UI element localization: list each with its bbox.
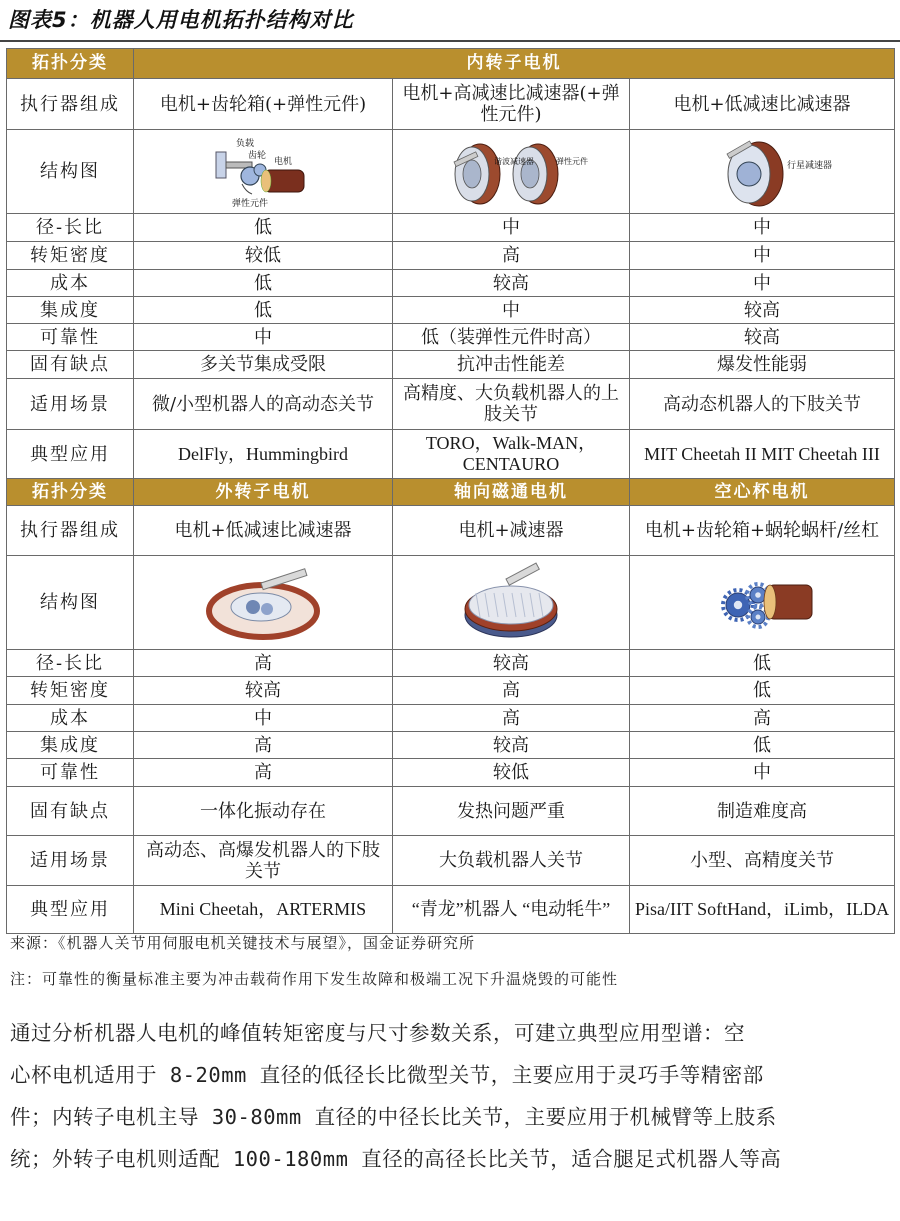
row-label: 结构图 — [7, 130, 134, 214]
row-label: 径-长比 — [7, 650, 134, 677]
row-label: 转矩密度 — [7, 242, 134, 270]
header-motor-type: 外转子电机 — [134, 479, 393, 506]
motor-topology-comparison-table — [6, 48, 895, 934]
table-cell: 电机+齿轮箱(+弹性元件) — [134, 79, 393, 130]
table-row — [7, 242, 895, 270]
row-label: 径-长比 — [7, 214, 134, 242]
table-row — [7, 130, 895, 214]
table-cell: Pisa/IIT SoftHand，iLimb，ILDA — [630, 886, 895, 934]
row-label: 典型应用 — [7, 886, 134, 934]
table-cell: 较高 — [630, 324, 895, 351]
table-row — [7, 836, 895, 886]
table-cell: 较低 — [134, 242, 393, 270]
row-label: 适用场景 — [7, 836, 134, 886]
table-cell: 多关节集成受限 — [134, 351, 393, 379]
table-cell: 低 — [134, 214, 393, 242]
table-row — [7, 506, 895, 556]
table-cell: 高精度、大负载机器人的上肢关节 — [393, 379, 630, 430]
row-label: 可靠性 — [7, 324, 134, 351]
diagram-label: 弹性元件 — [232, 198, 269, 209]
structure-diagram-cell — [630, 130, 895, 214]
table-cell: 电机+减速器 — [393, 506, 630, 556]
row-label: 典型应用 — [7, 430, 134, 479]
row-label: 适用场景 — [7, 379, 134, 430]
diagram-label: 齿轮 — [248, 150, 267, 161]
table-row — [7, 324, 895, 351]
row-label: 集成度 — [7, 297, 134, 324]
table-cell: 中 — [134, 705, 393, 732]
table-cell: 较高 — [134, 677, 393, 705]
coreless-cup-motor-diagram-icon — [702, 561, 822, 645]
row-label: 执行器组成 — [7, 79, 134, 130]
table-row — [7, 379, 895, 430]
row-label: 成本 — [7, 705, 134, 732]
table-row — [7, 787, 895, 836]
table-cell: 低 — [630, 732, 895, 759]
table-cell: 较高 — [393, 270, 630, 297]
table-cell: 中 — [630, 270, 895, 297]
body-paragraph — [10, 1012, 894, 1180]
table-cell: 电机+低减速比减速器 — [134, 506, 393, 556]
table-cell: 爆发性能弱 — [630, 351, 895, 379]
table-row — [7, 732, 895, 759]
table-cell: 中 — [630, 759, 895, 787]
table-cell: 高动态机器人的下肢关节 — [630, 379, 895, 430]
structure-diagram-cell — [393, 130, 630, 214]
structure-diagram-cell — [134, 556, 393, 650]
table-cell: 中 — [393, 214, 630, 242]
table-cell: 大负载机器人关节 — [393, 836, 630, 886]
table-row — [7, 351, 895, 379]
table-row — [7, 705, 895, 732]
table-row — [7, 297, 895, 324]
source-note: 来源：《机器人关节用伺服电机关键技术与展望》，国金证券研究所 — [10, 934, 476, 952]
table-row — [7, 430, 895, 479]
title-rule — [0, 40, 900, 42]
table-header-row — [7, 49, 895, 79]
diagram-label: 负载 — [236, 138, 255, 149]
structure-diagram-cell — [630, 556, 895, 650]
table-row — [7, 79, 895, 130]
table-cell: 低 — [630, 650, 895, 677]
diagram-label: 弹性元件 — [556, 156, 588, 166]
paragraph-line: 心杯电机适用于 8-20mm 直径的低径长比微型关节，主要应用于灵巧手等精密部 — [10, 1063, 764, 1087]
inner-rotor-planetary-reducer-diagram-icon — [707, 134, 833, 210]
table-cell: Mini Cheetah，ARTERMIS — [134, 886, 393, 934]
table-cell: 低 — [630, 677, 895, 705]
table-cell: 发热问题严重 — [393, 787, 630, 836]
row-label: 可靠性 — [7, 759, 134, 787]
row-label: 集成度 — [7, 732, 134, 759]
table-cell: 高 — [630, 705, 895, 732]
table-row — [7, 677, 895, 705]
table-cell: 高 — [134, 759, 393, 787]
table-cell: DelFly，Hummingbird — [134, 430, 393, 479]
inner-rotor-harmonic-reducer-diagram-icon — [446, 134, 588, 210]
table-cell: 制造难度高 — [630, 787, 895, 836]
table-cell: 中 — [393, 297, 630, 324]
table-cell: 较高 — [630, 297, 895, 324]
table-cell: TORO，Walk-MAN，CENTAURO — [393, 430, 630, 479]
header-category-label: 拓扑分类 — [7, 49, 134, 79]
table-cell: 电机+低减速比减速器 — [630, 79, 895, 130]
table-cell: 低（装弹性元件时高） — [393, 324, 630, 351]
table-cell: 较高 — [393, 732, 630, 759]
diagram-label: 行星减速器 — [787, 160, 833, 171]
table-cell: 较低 — [393, 759, 630, 787]
table-cell: “青龙”机器人 “电动牦牛” — [393, 886, 630, 934]
table-cell: 高 — [134, 650, 393, 677]
paragraph-line: 件；内转子电机主导 30-80mm 直径的中径长比关节，主要应用于机械臂等上肢系 — [10, 1105, 777, 1129]
header-category-label: 拓扑分类 — [7, 479, 134, 506]
row-label: 结构图 — [7, 556, 134, 650]
table-cell: 高 — [134, 732, 393, 759]
inner-rotor-gearbox-elastic-diagram-icon — [208, 134, 318, 210]
row-label: 执行器组成 — [7, 506, 134, 556]
paragraph-line: 通过分析机器人电机的峰值转矩密度与尺寸参数关系，可建立典型应用型谱：空 — [10, 1021, 745, 1045]
table-cell: 电机+高减速比减速器(+弹性元件) — [393, 79, 630, 130]
row-label: 固有缺点 — [7, 787, 134, 836]
table-cell: 中 — [630, 242, 895, 270]
header-motor-type: 轴向磁通电机 — [393, 479, 630, 506]
table-cell: 低 — [134, 270, 393, 297]
table-cell: 抗冲击性能差 — [393, 351, 630, 379]
table-cell: 中 — [134, 324, 393, 351]
axial-flux-motor-diagram-icon — [456, 561, 566, 645]
row-label: 成本 — [7, 270, 134, 297]
figure-title: 图表5：机器人用电机拓扑结构对比 — [8, 8, 354, 32]
diagram-label: 电机 — [274, 156, 293, 167]
table-row — [7, 214, 895, 242]
table-cell: 低 — [134, 297, 393, 324]
table-cell: 中 — [630, 214, 895, 242]
diagram-label: 谐波减速器 — [494, 156, 534, 166]
table-cell: 较高 — [393, 650, 630, 677]
table-cell: 小型、高精度关节 — [630, 836, 895, 886]
table-row — [7, 886, 895, 934]
table-row — [7, 270, 895, 297]
table-cell: 一体化振动存在 — [134, 787, 393, 836]
footnote: 注：可靠性的衡量标准主要为冲击载荷作用下发生故障和极端工况下升温烧毁的可能性 — [10, 970, 619, 988]
table-row — [7, 759, 895, 787]
header-motor-type: 空心杯电机 — [630, 479, 895, 506]
row-label: 转矩密度 — [7, 677, 134, 705]
table-cell: 高 — [393, 242, 630, 270]
table-cell: 高 — [393, 705, 630, 732]
structure-diagram-cell — [134, 130, 393, 214]
table-cell: 电机+齿轮箱+蜗轮蜗杆/丝杠 — [630, 506, 895, 556]
header-motor-type: 内转子电机 — [134, 49, 895, 79]
table-cell: MIT Cheetah II MIT Cheetah III — [630, 430, 895, 479]
structure-diagram-cell — [393, 556, 630, 650]
table-cell: 微/小型机器人的高动态关节 — [134, 379, 393, 430]
outer-rotor-motor-diagram-icon — [203, 561, 323, 645]
table-header-row — [7, 479, 895, 506]
paragraph-line: 统；外转子电机则适配 100-180mm 直径的高径长比关节，适合腿足式机器人等高 — [10, 1147, 782, 1171]
table-row — [7, 556, 895, 650]
table-cell: 高动态、高爆发机器人的下肢关节 — [134, 836, 393, 886]
table-cell: 高 — [393, 677, 630, 705]
table-row — [7, 650, 895, 677]
row-label: 固有缺点 — [7, 351, 134, 379]
